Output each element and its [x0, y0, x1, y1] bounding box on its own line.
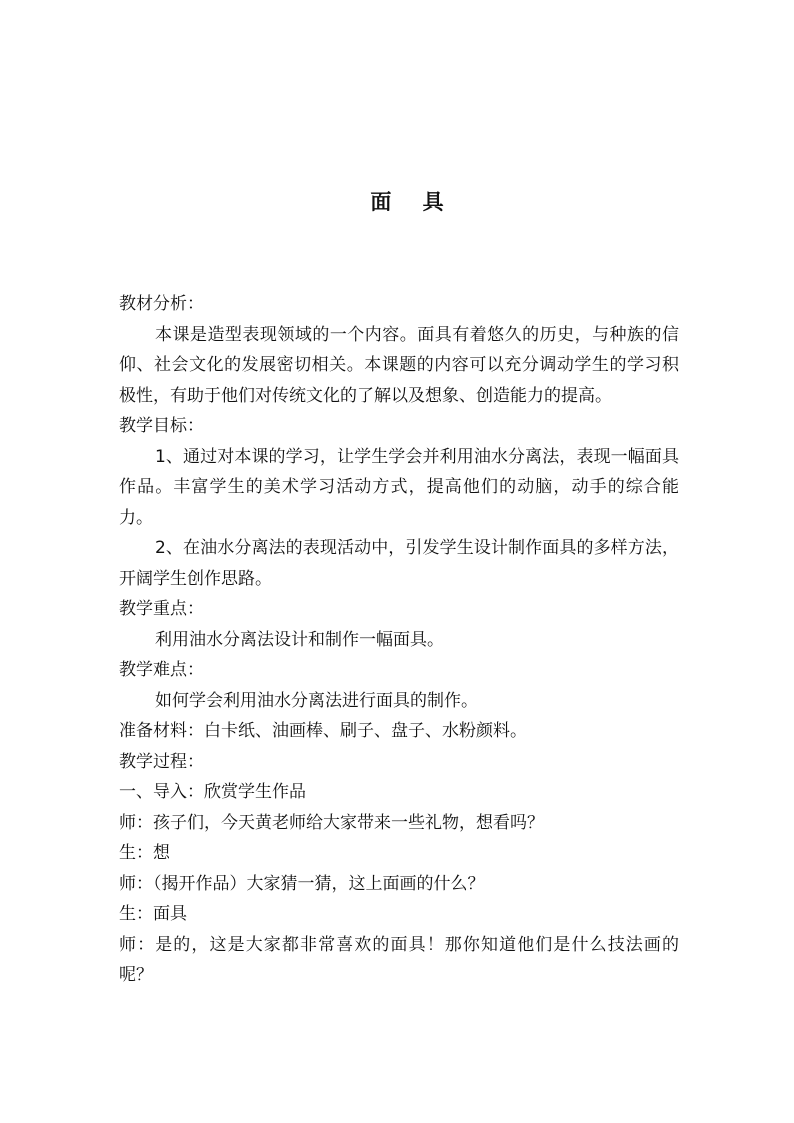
dialogue-line-teacher-1: 师：孩子们，今天黄老师给大家带来一些礼物，想看吗？ — [119, 812, 544, 833]
paragraph-difficulties: 如何学会利用油水分离法进行面具的制作。 — [155, 690, 478, 711]
document-body — [119, 289, 679, 991]
dialogue-line-teacher-2: 师：（揭开作品）大家猜一猜，这上面画的什么？ — [119, 873, 485, 894]
section-heading-teaching-goals: 教学目标： — [119, 416, 204, 436]
paragraph-materials: 准备材料：白卡纸、油画棒、刷子、盘子、水粉颜料。 — [119, 721, 527, 741]
paragraph-goal-1: 1、通过对本课的学习，让学生学会并利用油水分离法，表现一幅面具作品。丰富学生的美术学习活动方式，提高他们的动脑，动手的综合能力。 — [119, 446, 679, 528]
section-heading-key-points: 教学重点： — [119, 599, 204, 619]
document-title: 面 具 — [370, 190, 456, 214]
section-heading-material-analysis: 教材分析： — [119, 294, 204, 314]
dialogue-line-teacher-3: 师：是的，这是大家都非常喜欢的面具！那你知道他们是什么技法画的呢？ — [119, 934, 679, 985]
section-heading-difficulties: 教学难点： — [119, 660, 204, 680]
dialogue-line-student-2: 生：面具 — [119, 904, 187, 924]
paragraph-material-analysis: 本课是造型表现领域的一个内容。面具有着悠久的历史，与种族的信仰、社会文化的发展密切相关。本课题的内容可以充分调动学生的学习积极性，有助于他们对传统文化的了解以及想象、创造能力的提高。 — [119, 324, 679, 406]
dialogue-line-student-1: 生：想 — [119, 843, 170, 863]
paragraph-intro-step: 一、导入：欣赏学生作品 — [119, 782, 306, 802]
paragraph-goal-2: 2、在油水分离法的表现活动中，引发学生设计制作面具的多样方法，开阔学生创作思路。 — [119, 538, 679, 589]
paragraph-key-points: 利用油水分离法设计和制作一幅面具。 — [155, 629, 444, 650]
section-heading-process: 教学过程： — [119, 751, 204, 772]
